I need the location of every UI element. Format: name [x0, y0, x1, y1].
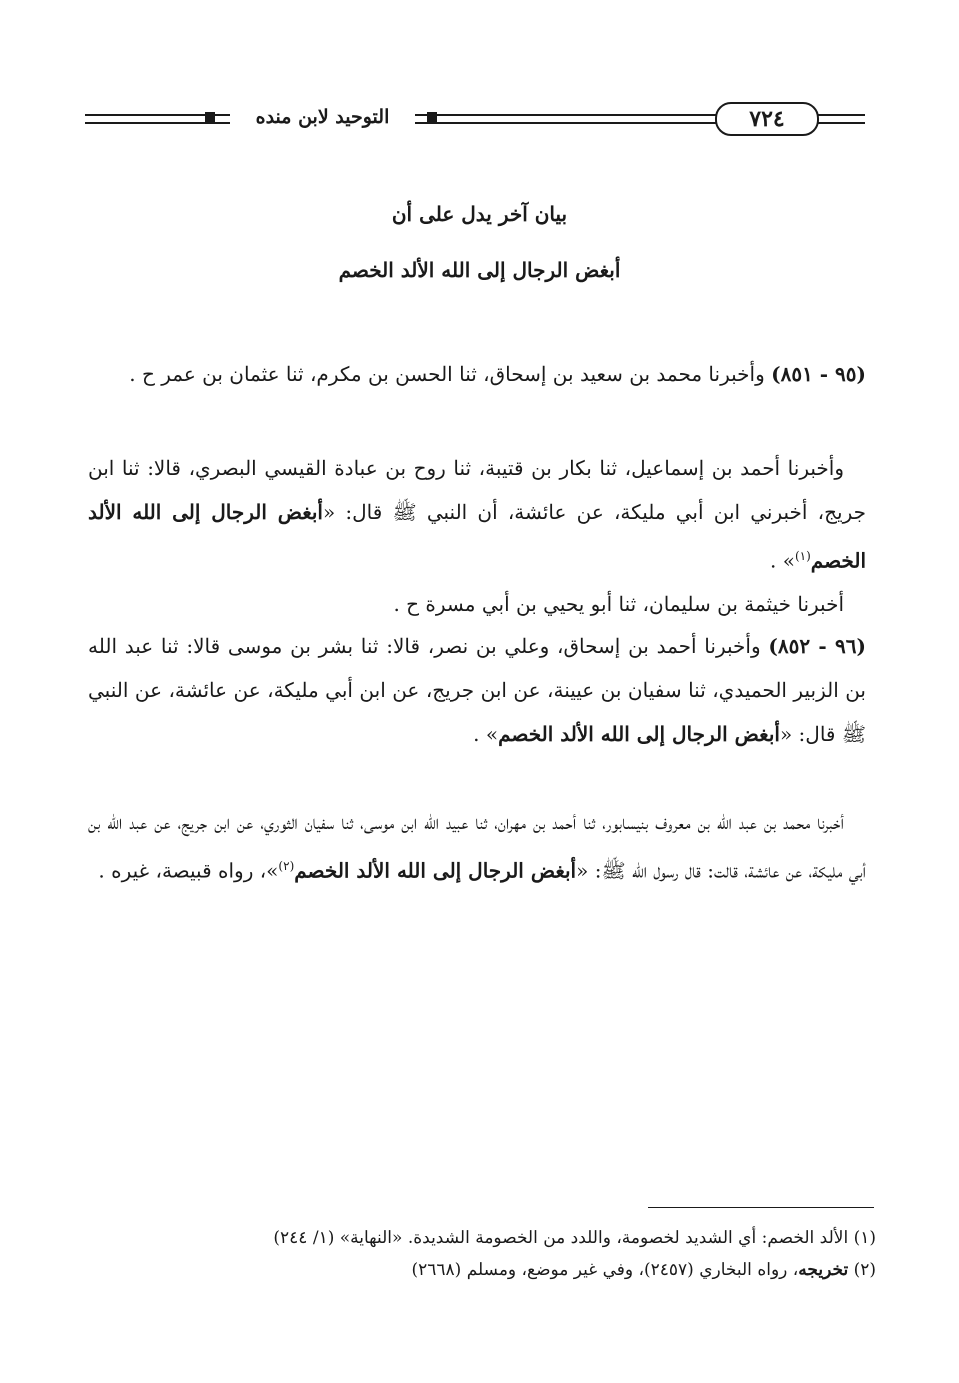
footnote-2: [120, 1254, 876, 1286]
paragraph-text: وأخبرنا محمد بن سعيد بن إسحاق، ثنا الحسن بن مكرم، ثنا عثمان بن عمر ح .: [129, 362, 772, 386]
paragraph-text-end: » .: [770, 548, 795, 573]
footnote-separator: [648, 1207, 874, 1208]
isnad-paragraph-5: [88, 800, 866, 893]
header-square-ornament-right: [427, 112, 437, 122]
isnad-paragraph-3: [88, 582, 866, 626]
hadith-paragraph-851: [88, 352, 866, 396]
paragraph-text: أخبرنا محمد بن عبد الله بن معروف بنيسابور، ثنا أحمد بن مهران، ثنا عبيد الله ابن موسى، ثنا سفيان الثوري، عن ابن جريج، عن عبد الله بن أبي مليكة، عن عائشة، قالت: قال رسول الله ﷺ: «: [88, 810, 866, 883]
paragraph-text-end: »، رواه قبيصة، غيره .: [98, 858, 279, 883]
isnad-paragraph-2: [88, 446, 866, 583]
paragraph-text: وأخبرنا أحمد بن إسماعيل، ثنا بكار بن قتيبة، ثنا روح بن عبادة القيسي البصري، قالا: ثنا ابن جريج، أخبرني ابن أبي مليكة، عن عائشة، أن النبي ﷺ قال: «: [88, 456, 866, 524]
footnote-label: (٢): [848, 1260, 876, 1280]
section-title-line-2: أبغض الرجال إلى الله الألد الخصم: [338, 258, 621, 282]
paragraph-text: أخبرنا خيثمة بن سليمان، ثنا أبو يحيي بن أبي مسرة ح .: [393, 592, 844, 616]
hadith-quote: أبغض الرجال إلى الله الألد الخصم: [88, 500, 866, 573]
footnote-1: (١) الألد الخصم: أي الشديد لخصومة، واللدد من الخصومة الشديدة. «النهاية» (١/ ٢٤٤): [273, 1228, 876, 1248]
hadith-number: (٩٦ - ٨٥٢): [768, 634, 866, 658]
hadith-number: (٩٥ - ٨٥١): [771, 362, 866, 386]
running-title: التوحيد لابن منده: [230, 102, 415, 132]
footnote-ref-1: (١): [794, 549, 811, 563]
hadith-paragraph-852: [88, 624, 866, 756]
running-header: [85, 92, 865, 142]
hadith-quote: أبغض الرجال إلى الله الألد الخصم: [498, 722, 780, 746]
section-title-line-1: بيان آخر يدل على أن: [391, 202, 568, 226]
header-square-ornament-left: [205, 112, 215, 122]
hadith-quote: أبغض الرجال إلى الله الألد الخصم: [294, 858, 577, 883]
paragraph-text-end: » .: [473, 722, 499, 746]
paragraph-text: وأخبرنا أحمد بن إسحاق، وعلي بن نصر، قالا: ثنا بشر بن موسى قالا: ثنا عبد الله بن الزبير الحميدي، ثنا سفيان بن عيينة، عن ابن جريج، عن ابن أبي مليكة، عن عائشة، عن النبي ﷺ قال: «: [88, 634, 866, 746]
page-number: ٧٢٤: [715, 102, 819, 136]
footnote-text: ، رواه البخاري (٢٤٥٧)، وفي غير موضع، ومسلم (٢٦٦٨): [411, 1260, 799, 1280]
footnote-ref-2: (٢): [278, 859, 295, 873]
footnote-bold-term: تخريجه: [798, 1260, 849, 1280]
